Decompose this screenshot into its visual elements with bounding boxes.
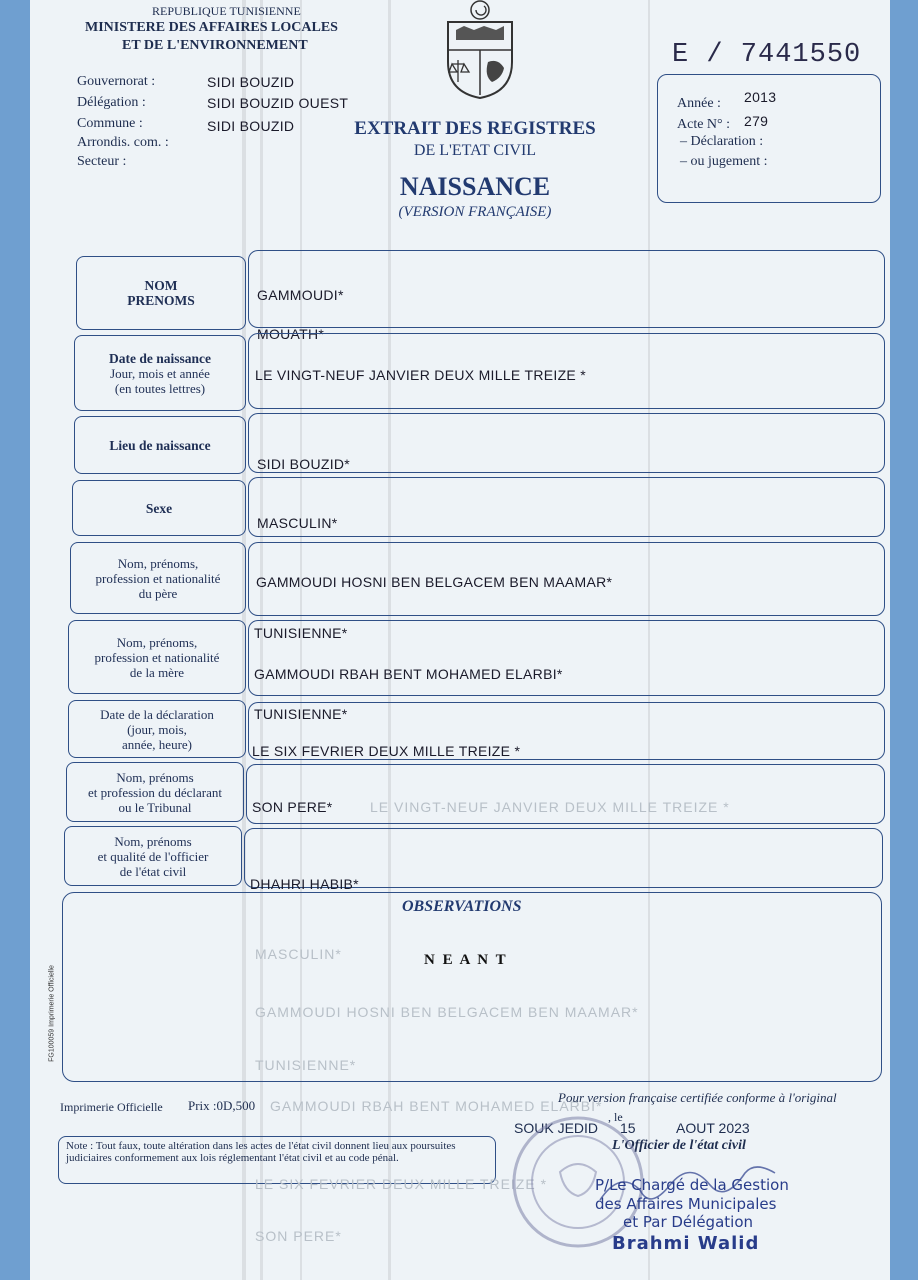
jugement-label: – ou jugement : <box>680 154 768 169</box>
document-type: NAISSANCE <box>399 172 551 201</box>
dob-value: LE VINGT-NEUF JANVIER DEUX MILLE TREIZE * <box>255 367 586 383</box>
handwritten-signature-icon <box>590 1160 790 1240</box>
sexe-value: MASCULIN* <box>257 515 338 531</box>
pere-label-1: Nom, prénoms, <box>117 555 199 571</box>
dob-label-sub: Jour, mois et année <box>110 365 210 381</box>
coat-of-arms-icon <box>440 0 520 100</box>
mere-label-cell <box>68 620 246 694</box>
signature-line-2: des Affaires Municipales <box>595 1195 777 1213</box>
note-text: Note : Tout faux, toute altération dans les actes de l'état civil donnent lieu aux poursuites judiciaires conformement aux lois réglementant l'état civil et au code pénal. <box>66 1140 456 1164</box>
declarant-label-cell <box>66 762 244 822</box>
ghost-text: TUNISIENNE* <box>255 1057 357 1073</box>
nom-value: GAMMOUDI* <box>257 287 344 303</box>
officier-label-1: Nom, prénoms <box>114 833 192 849</box>
republic-label: REPUBLIQUE TUNISIENNE <box>152 4 301 18</box>
sexe-label-cell <box>72 480 246 536</box>
declarant-label-3: ou le Tribunal <box>118 799 192 815</box>
mere-value: GAMMOUDI RBAH BENT MOHAMED ELARBI* <box>254 666 563 682</box>
ministry-line-1: MINISTERE DES AFFAIRES LOCALES <box>85 20 338 35</box>
ghost-text: LE VINGT-NEUF JANVIER DEUX MILLE TREIZE * <box>370 799 730 815</box>
ministry-line-2: ET DE L'ENVIRONNEMENT <box>122 38 308 53</box>
sexe-label: Sexe <box>145 500 173 516</box>
nom-label: NOM <box>144 278 178 293</box>
arrondis-label: Arrondis. com. : <box>77 135 169 150</box>
certificate-sheet <box>30 0 890 1280</box>
officier-label-3: de l'état civil <box>119 863 187 879</box>
decl-label-3: année, heure) <box>121 736 192 752</box>
annee-value: 2013 <box>744 89 777 105</box>
document-title: EXTRAIT DES REGISTRES <box>354 118 596 139</box>
sexe-value-box <box>248 477 885 537</box>
declarant-value-box <box>246 764 885 824</box>
prenom-value: MOUATH* <box>257 326 325 342</box>
declaration-date-label-cell <box>68 700 246 758</box>
place-value: SOUK JEDID <box>514 1120 599 1136</box>
prenoms-label: PRENOMS <box>127 293 195 308</box>
declarant-label-2: et profession du déclarant <box>88 784 222 800</box>
delegation-label: Délégation : <box>77 95 146 110</box>
declaration-label: – Déclaration : <box>680 134 764 149</box>
pere-value: GAMMOUDI HOSNI BEN BELGACEM BEN MAAMAR* <box>256 574 613 590</box>
mere-label-3: de la mère <box>129 664 185 680</box>
lieu-label: Lieu de naissance <box>109 437 211 453</box>
mere-value-box <box>248 620 885 696</box>
ghost-text: LE SIX FEVRIER DEUX MILLE TREIZE * <box>255 1176 548 1192</box>
day-value: 15 <box>620 1120 636 1136</box>
lieu-value: SIDI BOUZID* <box>257 456 351 472</box>
nom-label-cell <box>76 256 246 330</box>
ghost-text: MASCULIN* <box>255 946 342 962</box>
side-code: FG100059 Imprimerie Officielle <box>48 965 56 1062</box>
officier-label-cell <box>64 826 242 886</box>
gouvernorat-label: Gouvernorat : <box>77 74 156 89</box>
ghost-text: SON PERE* <box>255 1228 342 1244</box>
version-label: (VERSION FRANÇAISE) <box>398 204 552 220</box>
certification-text: Pour version française certifiée conforme à l'original <box>558 1090 837 1105</box>
ghost-text: GAMMOUDI HOSNI BEN BELGACEM BEN MAAMAR* <box>255 1004 639 1020</box>
signature-line-1: P/Le Chargé de la Gestion <box>595 1176 789 1194</box>
acte-label: Acte N° : <box>677 117 731 132</box>
officier-label-2: et qualité de l'officier <box>97 848 209 864</box>
dob-label-cell <box>74 335 246 411</box>
observations-box <box>62 892 882 1082</box>
annee-label: Année : <box>677 96 721 111</box>
declaration-date-value: LE SIX FEVRIER DEUX MILLE TREIZE * <box>252 743 521 759</box>
gouvernorat-value: SIDI BOUZID <box>207 74 295 90</box>
ghost-text: GAMMOUDI RBAH BENT MOHAMED ELARBI* <box>270 1098 603 1114</box>
lieu-label-cell <box>74 416 246 474</box>
imprimerie-label: Imprimerie Officielle <box>60 1100 163 1114</box>
dob-label-sub2: (en toutes lettres) <box>114 380 206 396</box>
le-label: , le <box>608 1110 623 1124</box>
declarant-value: SON PERE* <box>252 799 333 815</box>
signature-line-3: et Par Délégation <box>623 1213 753 1231</box>
pere-label-cell <box>70 542 246 614</box>
commune-label: Commune : <box>77 116 143 131</box>
secteur-label: Secteur : <box>77 154 127 169</box>
declarant-label-1: Nom, prénoms <box>116 769 194 785</box>
decl-label-1: Date de la déclaration <box>100 706 214 722</box>
decl-label-2: (jour, mois, <box>127 721 187 737</box>
month-year-value: AOUT 2023 <box>676 1120 750 1136</box>
mere-label-2: profession et nationalité <box>94 649 220 665</box>
commune-value: SIDI BOUZID <box>207 118 295 134</box>
pere-label-3: du père <box>138 585 178 601</box>
delegation-value: SIDI BOUZID OUEST <box>207 95 349 111</box>
mere-nationality: TUNISIENNE* <box>254 706 348 722</box>
pere-nationality: TUNISIENNE* <box>254 625 348 641</box>
pere-label-2: profession et nationalité <box>95 570 221 586</box>
observations-title: OBSERVATIONS <box>402 898 522 915</box>
acte-value: 279 <box>744 113 769 129</box>
serial-number: E / 7441550 <box>672 40 862 70</box>
officier-value: DHAHRI HABIB* <box>250 876 359 892</box>
signature-name: Brahmi Walid <box>612 1233 760 1254</box>
observations-value: N E A N T <box>424 952 508 968</box>
mere-label-1: Nom, prénoms, <box>116 634 198 650</box>
officier-caption: L'Officier de l'état civil <box>612 1138 746 1153</box>
document-subtitle: DE L'ETAT CIVIL <box>413 142 537 159</box>
prix-label: Prix :0D,500 <box>188 1098 256 1113</box>
dob-label: Date de naissance <box>109 350 211 366</box>
